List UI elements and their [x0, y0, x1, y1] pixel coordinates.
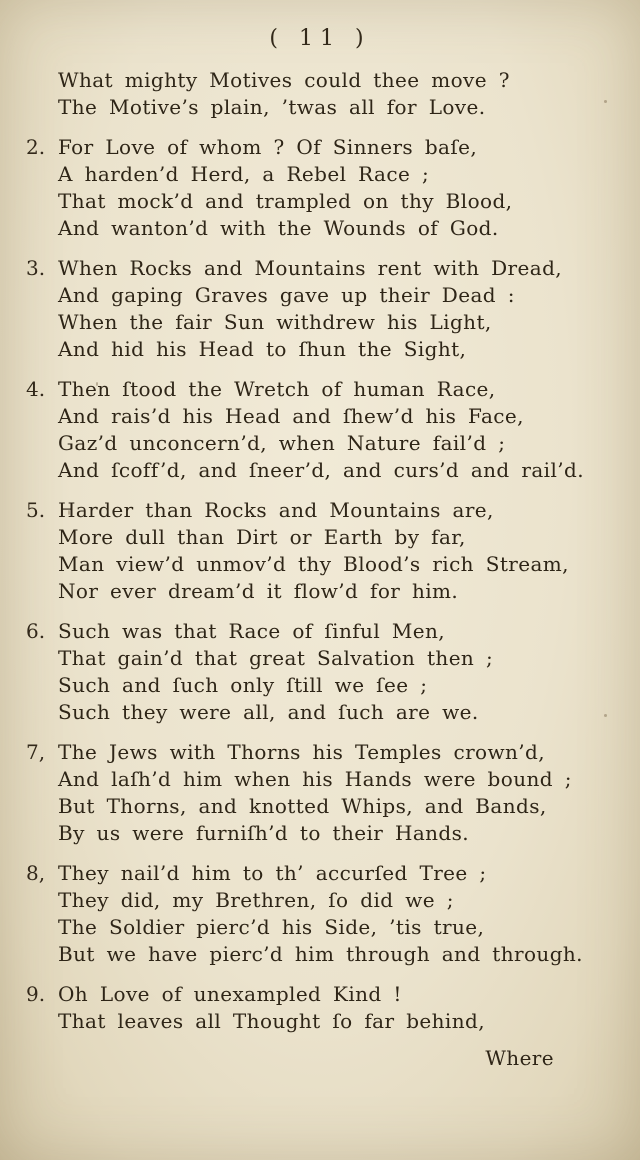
- poem-line: More dull than Dirt or Earth by far,: [58, 525, 466, 549]
- stanza: [26, 255, 616, 363]
- poem-line: The Motive’s plain, ’twas all for Love.: [58, 95, 486, 119]
- stanza-number: 2.: [26, 135, 46, 159]
- scan-speck: [604, 100, 607, 103]
- stanza: [26, 981, 616, 1035]
- poem-line: But Thorns, and knotted Whips, and Bands,: [58, 794, 547, 818]
- poem-line: And hid his Head to ſhun the Sight,: [58, 337, 467, 361]
- stanza-number: 9.: [26, 982, 46, 1006]
- poem-line: Oh Love of unexampled Kind !: [58, 982, 402, 1006]
- stanza-lines: [58, 255, 616, 363]
- poem-line: Harder than Rocks and Mountains are,: [58, 498, 494, 522]
- stanza-lines: [58, 67, 616, 121]
- poem-line: That gain’d that great Salvation then ;: [58, 646, 494, 670]
- poem-line: That mock’d and trampled on thy Blood,: [58, 189, 513, 213]
- poem-line: When the fair Sun withdrew his Light,: [58, 310, 492, 334]
- poem-line: And rais’d his Head and ſhew’d his Face,: [58, 404, 524, 428]
- stanza: [26, 497, 616, 605]
- page-number: ( 11 ): [269, 26, 371, 51]
- poem-line: Such they were all, and ſuch are we.: [58, 700, 479, 724]
- poem-line: Then ſtood the Wretch of human Race,: [58, 377, 496, 401]
- stanza-number: 3.: [26, 256, 46, 280]
- poem-line: And laſh’d him when his Hands were bound ;: [58, 767, 572, 791]
- stanza-lines: [58, 860, 616, 968]
- poem-body: [0, 67, 640, 1035]
- stanza: [26, 67, 616, 121]
- stanza: [26, 134, 616, 242]
- poem-line: And gaping Graves gave up their Dead :: [58, 283, 515, 307]
- poem-line: Such was that Race of ſinful Men,: [58, 619, 446, 643]
- stanza: [26, 376, 616, 484]
- poem-line: Such and ſuch only ſtill we ſee ;: [58, 673, 428, 697]
- poem-line: When Rocks and Mountains rent with Dread,: [58, 256, 563, 280]
- stanza-lines: [58, 739, 616, 847]
- stanza: [26, 618, 616, 726]
- poem-line: The Soldier pierc’d his Side, ’tis true,: [58, 915, 485, 939]
- stanza-lines: [58, 618, 616, 726]
- poem-line: And ſcoff’d, and ſneer’d, and curs’d and rail’d.: [58, 458, 584, 482]
- poem-line: They nail’d him to th’ accurſed Tree ;: [58, 861, 487, 885]
- poem-line: The Jews with Thorns his Temples crown’d,: [58, 740, 545, 764]
- poem-line: Gaz’d unconcern’d, when Nature fail’d ;: [58, 431, 506, 455]
- poem-line: A harden’d Herd, a Rebel Race ;: [58, 162, 430, 186]
- poem-line: They did, my Brethren, ſo did we ;: [58, 888, 454, 912]
- poem-line: Man view’d unmov’d thy Blood’s rich Stream,: [58, 552, 569, 576]
- poem-line: That leaves all Thought ſo far behind,: [58, 1009, 485, 1033]
- stanza-lines: [58, 376, 616, 484]
- stanza-number: 5.: [26, 498, 46, 522]
- stanza: [26, 860, 616, 968]
- stanza-number: 8,: [26, 861, 46, 885]
- stanza: [26, 739, 616, 847]
- stanza-lines: [58, 497, 616, 605]
- stanza-number: 6.: [26, 619, 46, 643]
- stanza-number: 4.: [26, 377, 46, 401]
- poem-line: By us were furniſh’d to their Hands.: [58, 821, 470, 845]
- stanza-lines: [58, 134, 616, 242]
- scan-speck: [604, 714, 607, 717]
- poem-line: What mighty Motives could thee move ?: [58, 68, 510, 92]
- scan-speck: [68, 510, 70, 515]
- poem-line: And wanton’d with the Wounds of God.: [58, 216, 499, 240]
- poem-line: Nor ever dream’d it flow’d for him.: [58, 579, 459, 603]
- stanza-number: 7,: [26, 740, 46, 764]
- stanza-lines: [58, 981, 616, 1035]
- poem-line: But we have pierc’d him through and through.: [58, 942, 583, 966]
- catchword: Where: [485, 1046, 554, 1070]
- scan-speck: [96, 382, 98, 386]
- poem-line: For Love of whom ? Of Sinners baſe,: [58, 135, 478, 159]
